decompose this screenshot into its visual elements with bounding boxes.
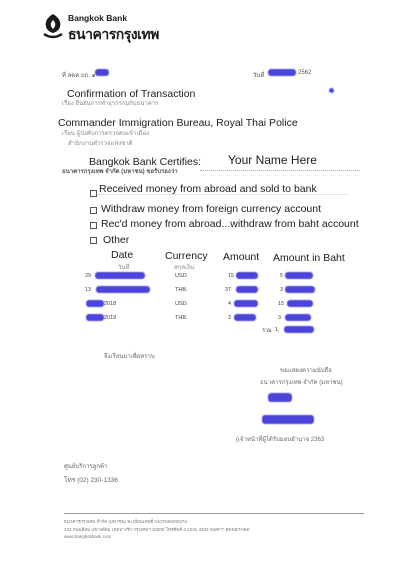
row-3-baht: 15 [278, 301, 285, 307]
column-amount: Amount [223, 251, 260, 263]
row-1-baht: 5 [280, 273, 284, 279]
row-2-date: 13 [85, 287, 92, 293]
row-3-currency: USD. [175, 301, 189, 307]
row-4-amount-redacted [234, 314, 256, 321]
row-4-currency: THB. [175, 315, 188, 321]
row-3-date: 2018 [104, 301, 117, 307]
redacted-mark [329, 88, 334, 93]
date-label: วันที่ [253, 73, 265, 79]
bank-line-thai: ธนาคารกรุงเทพ จำกัด (มหาชน) ขอรับรองว่า [62, 169, 178, 175]
date-year: 2562 [298, 70, 312, 76]
row-3-amount-redacted [234, 300, 258, 307]
redacted-signature [268, 393, 292, 402]
row-3-baht-redacted [287, 300, 313, 307]
row-1-amount: 15 [228, 273, 235, 279]
option-4-label: Other [103, 234, 130, 246]
option-2-label: Withdraw money from foreign currency account [101, 203, 322, 215]
redacted-signature-name [262, 415, 314, 424]
addressee-english: Commander Immigration Bureau, Royal Thai Police [58, 117, 298, 129]
total-baht-redacted [284, 326, 314, 333]
bank-name-th: ธนาคารกรุงเทพ [68, 26, 159, 42]
subject-thai: เรื่อง ยืนยันการทำธุรกรรมกับธนาคาร [62, 101, 159, 107]
row-2-currency: THB. [175, 287, 188, 293]
option-4-checkbox[interactable] [90, 237, 97, 244]
row-4-date-redacted [86, 314, 104, 321]
row-2-baht: 3 [280, 287, 284, 293]
column-date: Date [111, 249, 134, 261]
column-amount-baht: Amount in Baht [273, 252, 345, 264]
column-currency: Currency [165, 250, 208, 262]
phone: โทร (02) 230-1336 [64, 477, 118, 484]
row-1-date-redacted [95, 272, 145, 279]
footer-divider [64, 513, 364, 514]
bank-signature-name: ธนาคารกรุงเทพ จำกัด (มหาชน) [260, 380, 343, 386]
attention-thai: สำนักงานตำรวจแห่งชาติ [68, 141, 133, 147]
row-4-baht: 3 [278, 315, 282, 321]
row-1-baht-redacted [285, 272, 313, 279]
row-4-date: 2019 [104, 315, 117, 321]
total-baht: 1, [275, 327, 280, 333]
officer-line: (เจ้าหน้าที่ผู้ได้รับมอบอำนาจ 2363 [236, 437, 325, 443]
footer-line-1: ธนาคารกรุงเทพ จำกัด (มหาชน) ทะเบียนเลขที่ 0107536000374 [64, 519, 187, 524]
row-2-baht-redacted [285, 286, 315, 293]
regards-line: ขอแสดงความนับถือ [280, 368, 332, 374]
column-currency-thai: สกุลเงิน [174, 265, 195, 271]
row-3-date-redacted [86, 300, 104, 307]
option-1-label: Received money from abroad and sold to bank [99, 183, 317, 195]
bank-logo-icon [40, 12, 66, 42]
department: ศูนย์บริการลูกค้า [64, 464, 108, 470]
row-2-amount-redacted [236, 286, 258, 293]
row-2-amount: 37 [225, 287, 232, 293]
redacted-ref [95, 69, 109, 76]
bank-name-en: Bangkok Bank [68, 13, 128, 23]
option-2-checkbox[interactable] [90, 207, 97, 214]
redacted-date [268, 69, 296, 76]
option-3-checkbox[interactable] [90, 222, 97, 229]
option-1-checkbox[interactable] [90, 190, 97, 197]
row-2-date-redacted [96, 286, 150, 293]
bank-logo [40, 12, 66, 47]
respect-line: จึงเรียนมาเพื่อทราบ [104, 354, 155, 360]
option-3-label: Rec'd money from abroad...withdraw from baht account [101, 218, 359, 230]
ref-label: ที่ ลดค.บก. ๑ [62, 73, 96, 79]
column-date-thai: วันที่ [118, 265, 130, 271]
row-4-amount: 3 [228, 315, 232, 321]
row-1-date: 29 [85, 273, 92, 279]
name-dotted-line [200, 170, 360, 171]
account-holder-name: Your Name Here [228, 153, 317, 167]
row-3-amount: 4 [228, 301, 232, 307]
footer-line-3: www.bangkokbank.com [64, 534, 112, 539]
row-1-amount-redacted [236, 272, 258, 279]
row-1-currency: USD. [175, 273, 189, 279]
sum-label: รวม [262, 328, 272, 334]
certifies-text: Bangkok Bank Certifies: [89, 156, 202, 168]
row-4-baht-redacted [285, 314, 311, 321]
footer-line-2: 333 ถนนสีลม แขวงสีลม เขตบางรัก กรุงเทพฯ 10500 โทรศัพท์ 0 2231 4333 SWIFT: BKKBTHBK [64, 527, 250, 532]
addressee-thai: เรียน ผู้บังคับการตรวจคนเข้าเมือง [62, 131, 150, 137]
subject-english: Confirmation of Transaction [67, 88, 196, 100]
